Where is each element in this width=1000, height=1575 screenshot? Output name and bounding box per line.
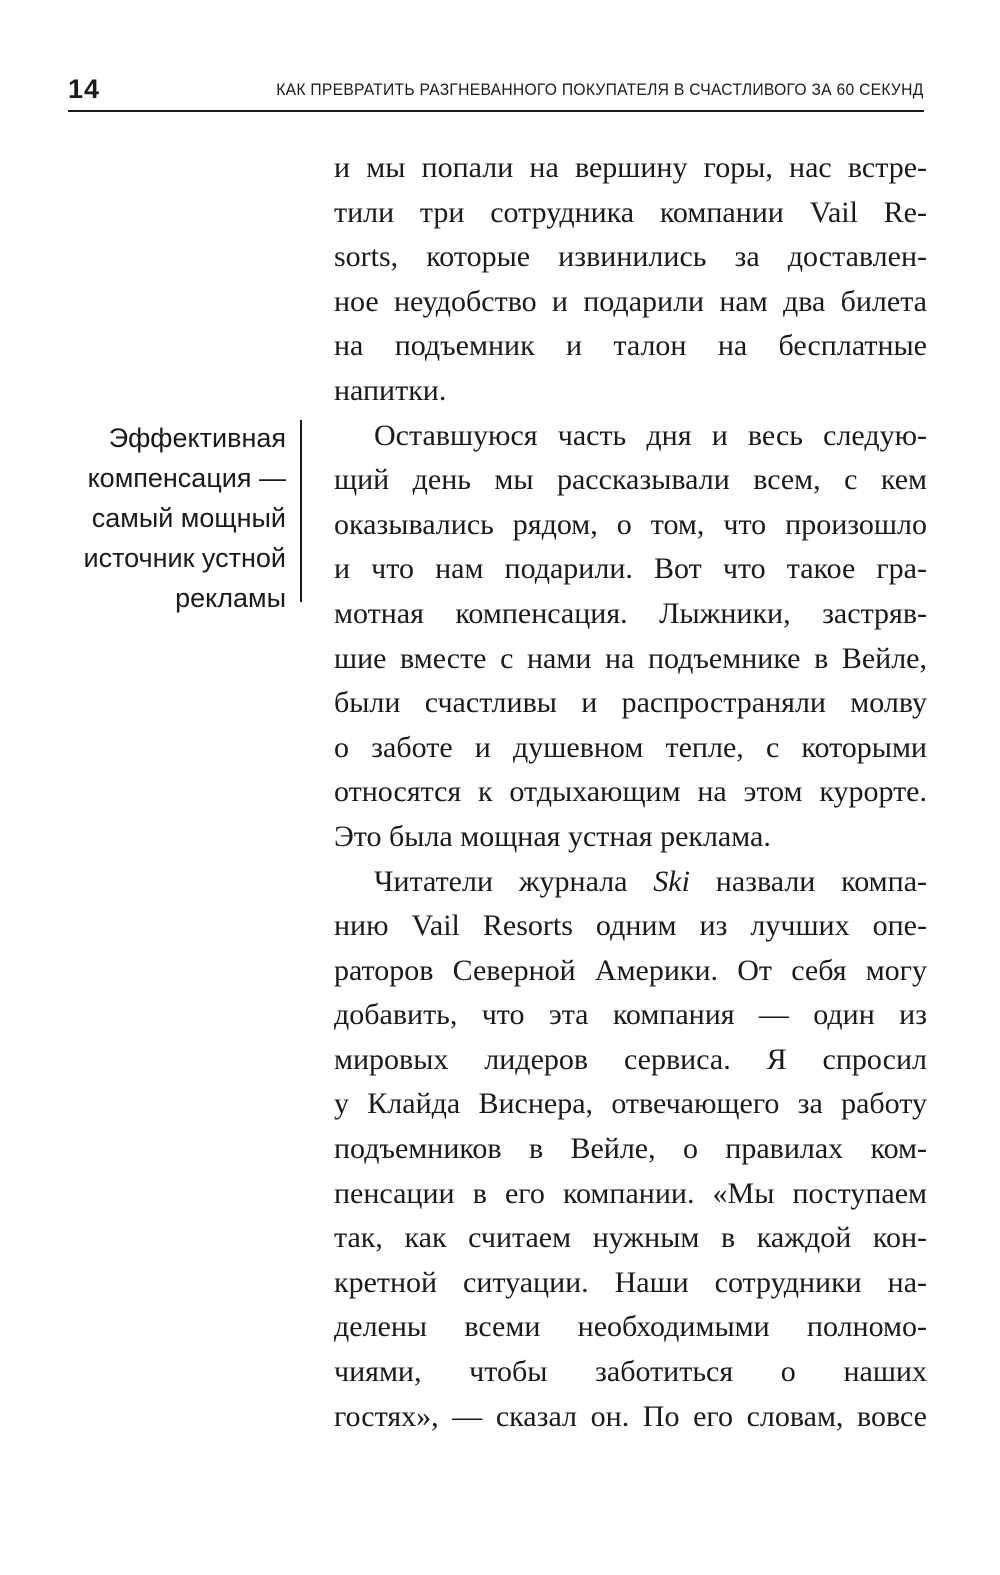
text-line: и что нам подарили. Вот что такое гра- (334, 552, 927, 586)
text-line: мотная компенсация. Лыжники, застряв- (334, 596, 927, 630)
text-line: Оставшуюся часть дня и весь следую- (374, 418, 927, 452)
body-text (334, 146, 927, 1439)
margin-note-line: рекламы (175, 583, 286, 613)
text-line: кретной ситуации. Наши сотрудники на- (334, 1265, 927, 1299)
margin-note (40, 418, 286, 618)
text-line: о заботе и душевном тепле, с которыми (334, 730, 927, 764)
text-line: оказывались рядом, о том, что произошло (334, 507, 927, 541)
text-line: напитки. (334, 373, 447, 407)
margin-note-line: Эффективная (108, 423, 286, 453)
text-line: sorts, которые извинились за доставлен- (334, 240, 927, 274)
text-line: шие вместе с нами на подъемнике в Вейле, (334, 641, 927, 675)
text-line: у Клайда Виснера, отвечающего за работу (334, 1087, 927, 1121)
text-line: подъемников в Вейле, о правилах ком- (334, 1132, 927, 1166)
text-line: пенсации в его компании. «Мы поступаем (334, 1176, 927, 1210)
margin-note-line: самый мощный (91, 503, 286, 533)
margin-note-line: источник устной (83, 543, 286, 573)
paragraph-1 (334, 146, 927, 414)
margin-note-rule (300, 420, 302, 602)
text-line: чиями, чтобы заботиться о наших (334, 1355, 927, 1389)
text-run: Читатели журнала (374, 864, 654, 898)
magazine-title: Ski (653, 864, 690, 898)
text-line: и мы попали на вершину горы, нас встре- (334, 151, 927, 184)
text-line: ное неудобство и подарили нам два билета (334, 284, 927, 318)
text-run: назвали компа- (689, 864, 927, 898)
paragraph-3 (334, 860, 927, 1440)
text-line: щий день мы рассказывали всем, с кем (334, 463, 927, 497)
running-title: КАК ПРЕВРАТИТЬ РАЗГНЕВАННОГО ПОКУПАТЕЛЯ В СЧАСТЛИВОГО ЗА 60 СЕКУНД (276, 80, 924, 99)
text-line (334, 860, 927, 905)
paragraph-2 (334, 414, 927, 860)
text-line: раторов Северной Америки. От себя могу (334, 953, 927, 987)
text-line: на подъемник и талон на бесплатные (334, 329, 927, 363)
margin-note-line: компенсация — (87, 463, 286, 493)
text-line: нию Vail Resorts одним из лучших опе- (334, 909, 927, 943)
text-line: Это была мощная устная реклама. (334, 819, 771, 853)
text-line: так, как считаем нужным в каждой кон- (334, 1221, 927, 1255)
text-line: тили три сотрудника компании Vail Re- (334, 195, 927, 229)
text-line: делены всеми необходимыми полномо- (334, 1310, 927, 1344)
text-line: гостях», — сказал он. По его словам, вовсе (334, 1399, 927, 1433)
page-header (68, 72, 924, 112)
page-number: 14 (68, 74, 101, 104)
text-line: были счастливы и распространяли молву (334, 686, 927, 720)
text-line: мировых лидеров сервиса. Я спросил (334, 1042, 927, 1076)
text-line: добавить, что эта компания — один из (334, 998, 927, 1032)
text-line: относятся к отдыхающим на этом курорте. (334, 775, 927, 809)
